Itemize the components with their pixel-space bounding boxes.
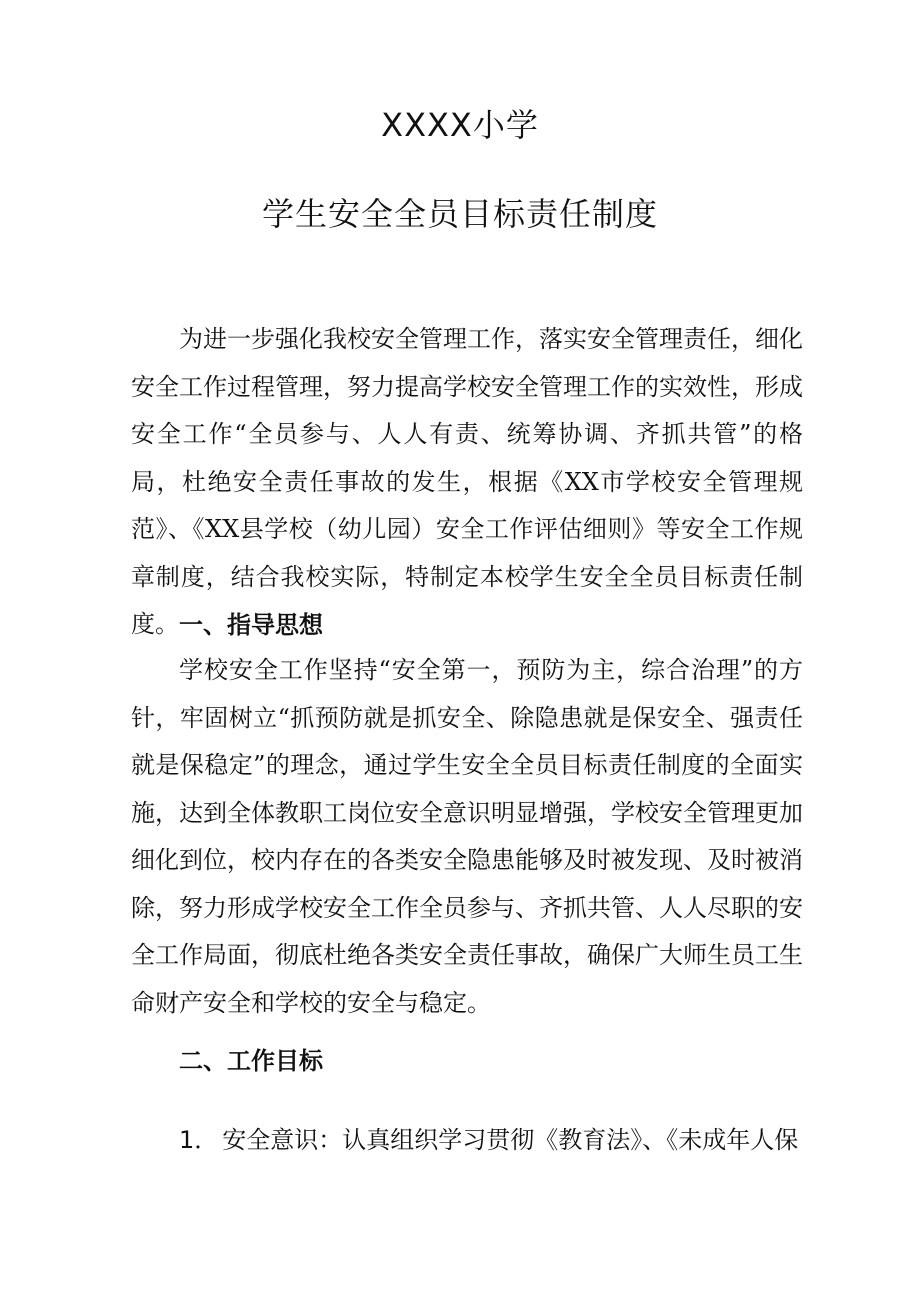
school-name: XXXX小学 (381, 106, 539, 144)
section-paragraph-guiding-ideology: 学校安全工作坚持“安全第一，预防为主，综合治理”的方针，牢固树立“抓预防就是抓安全、除隐患就是保安全、强责任就是保稳定”的理念，通过学生安全全员目标责任制度的全面实施，达到全体教职工岗位安全意识明显增强，学校安全管理更加细化到位，校内存在的各类安全隐患能够及时被发现、及时被消除，努力形成学校安全工作全员参与、齐抓共管、人人尽职的安全工作局面，彻底杜绝各类安全责任事故，确保广大师生员工生命财产安全和学校的安全与稳定。 (131, 656, 803, 1017)
section-heading-work-goals: 二、工作目标 (179, 1047, 323, 1075)
list-item-text: 安全意识：认真组织学习贯彻《教育法》、《未成年人保 (222, 1126, 799, 1154)
section-heading-guiding-ideology: 一、指导思想 (179, 611, 323, 639)
intro-paragraph: 为进一步强化我校安全管理工作，落实安全管理责任，细化安全工作过程管理，努力提高学校安全管理工作的实效性，形成安全工作“全员参与、人人有责、统筹协调、齐抓共管”的格局，杜绝安全责任事故的发生，根据《XX市学校安全管理规范》、《XX县学校（幼儿园）安全工作评估细则》等安全工作规章制度，结合我校实际，特制定本校学生安全全员目标责任制度。 (131, 325, 803, 638)
list-item (179, 1120, 819, 1160)
document-title: 学生安全全员目标责任制度 (261, 195, 658, 233)
list-item-number: 1． (179, 1126, 219, 1154)
